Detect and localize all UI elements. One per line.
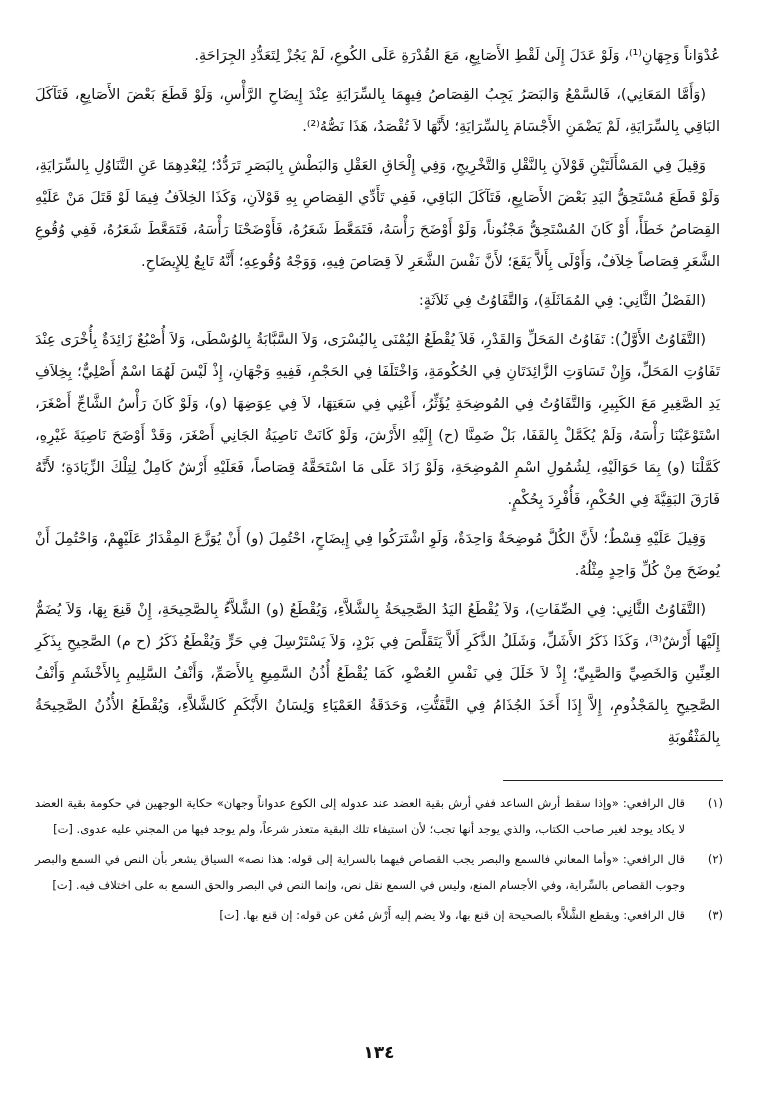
footnote-text: قال الرافعي: ويقطع الشَّلاَّء بالصحيحة إن قنع بها، ولا يضم إليه أَرْش مُغن عن قوله: إن قنع بها. [ت] (219, 908, 685, 922)
paragraph-2: (وَأَمَّا المَعَانِي)، فَالسَّمْعُ وَالبَصَرُ يَجِبُ القِصَاصُ فِيهِمَا بِالسِّرَايَةِ عِنْدَ إِيضَاحِ الرَّأْسِ، وَلَوْ قَطَعَ بَعْضَ الأَصَابِعِ، فَتَآكَلَ البَاقِي بِالسِّرَايَةِ، لَمْ يَضْمَنِ الأَجْسَامَ بِالسِّرَايَةِ؛ لأَنَّهَا لاَ تُقْصَدُ، هَذَا نَصُّهُ⁽²⁾. (35, 87, 720, 135)
paragraph-7: (التَّفَاوُتُ الثَّانِي: فِي الصِّفَاتِ)، وَلاَ يُقْطَعُ اليَدُ الصَّحِيحَةُ بِالشَّلاَّءِ، وَيُقْطَعُ (و) الشَّلاَّءُ بِالصَّحِيحَةِ، إِنْ قَنِعَ بِهَا، وَلاَ يُضَمُّ إِلَيْهَا أَرْشٌ⁽³⁾، وَكَذَا ذَكَرُ الأَشَلِّ، وَشَلَلُ الذَّكَرِ أَلاَّ يَتَقَلَّصَ فِي بَرْدٍ، وَلاَ يَسْتَرْسِلَ فِي حَرٍّ وَيُقْطَعُ ذَكَرُ (ح م) الصَّحِيحِ بِذَكَرِ العِنِّينِ وَالخَصِيِّ وَالصَّبِيِّ؛ إِذْ لاَ خَلَلَ فِي نَفْسِ العُضْوِ، كَمَا يُقْطَعُ أُذُنُ السَّمِيعِ بِالأَصَمِّ، وَأَنْفُ السَّلِيمِ بِالأَخْشَمِ وَأَنْفُ الصَّحِيحِ بِالمَجْذُومِ، إِلاَّ إِذَا أَخَذَ الجُذَامُ فِي التَّفَتُّتِ، وَحَدَقَةُ العَمْيَاءِ وَلِسَانُ الأَبْكَمِ كَالشَّلاَّءِ، وَيُقْطَعُ الأُذُنُ الصَّحِيحَةُ بِالمَثْقُوبَةِ (35, 602, 720, 746)
footnote-number: (١) (707, 796, 723, 810)
main-text (35, 40, 720, 754)
footnote-2 (35, 846, 723, 898)
main-text-area (35, 40, 720, 761)
paragraph-5: (التَّفَاوُتُ الأَوَّلُ): تَفَاوُتُ المَحَلِّ وَالقَدْرِ، فَلاَ يُقْطَعُ اليُمْنَى بِاليُسْرَى، وَلاَ السَّبَّابَةُ بِالوُسْطَى، وَلاَ أُصْبُعٌ زَائِدَةٌ بِأُخْرَى عِنْدَ تَفَاوُتِ المَحَلِّ، وَإِنْ تَسَاوَتِ الزَّائِدَتَانِ فِي الحُكُومَةِ، وَاخْتَلَفَا فِي الحَجْمِ، فَفِيهِ وَجْهَانِ، إِذْ لَيْسَ لَهُمَا اسْمٌ أَصْلِيٌّ؛ بِخِلاَفِ يَدِ الصَّغِيرِ مَعَ الكَبِيرِ، وَالتَّفَاوُتُ فِي المُوضِحَةِ يُؤَثِّرُ، أَعْنِي فِي سَعَتِهَا، لاَ فِي عِوَضِهَا (و)، وَلَوْ كَانَ رَأْسُ الشَّاجِّ أَصْغَرَ، اسْتَوْعَبْنَا رَأْسَهُ، وَلَمْ يُكَمَّلْ بِالقَفَا، بَلْ ضَمِنَّا (ح) إِلَيْهِ الأَرْشَ، وَلَوْ كَانَتْ نَاصِيَةُ الجَانِي أَصْغَرَ، وَقَدْ أَوْضَحَ نَاصِيَةَ غَيْرِهِ، كَمَّلْنَا (و) بِمَا حَوَالَيْهِ، لِشُمُولِ اسْمِ المُوضِحَةِ، وَلَوْ زَادَ عَلَى مَا اسْتَحَقَّهُ قِصَاصاً، فَعَلَيْهِ أَرْشٌ كَامِلٌ لِتِلْكَ الزِّيَادَةِ؛ لأَنَّهُ فَارَقَ البَقِيَّةَ فِي الحُكْمِ، فَأُفْرِدَ بِحُكْمٍ. (35, 332, 720, 508)
footnote-text: قال الرافعي: «وإذا سقط أرش الساعد ففي أرش بقية العضد عند عدوله إلى الكوع عدواناً وجهان» حكاية الوجهين في حكومة بقية العضد لا يكاد يوجد لغير صاحب الكتاب، والذي يوجد أنها تجب؛ لأن استيفاء تلك البقية متعذر شرعاً، ولم يوجد فيها من المجني عليه عدوى. [ت] (35, 796, 685, 836)
paragraph-4-section-heading: (الفَصْلُ الثَّانِي: فِي المُمَاثَلَةِ)، وَالتَّفَاوُتُ فِي ثَلاَثَةٍ: (418, 293, 706, 309)
footnote-number: (٣) (707, 908, 723, 922)
page-number: ١٣٤ (363, 1043, 395, 1063)
footnote-3 (35, 902, 723, 928)
footnote-1 (35, 790, 723, 842)
paragraph-3: وَقِيلَ فِي المَسْأَلَتَيْنِ قَوْلاَنِ بِالنَّقْلِ وَالتَّخْرِيجِ، وَفِي إِلْحَاقِ العَقْلِ وَالبَطْشِ بِالبَصَرِ تَرَدُّدٌ؛ لِبُعْدِهِمَا عَنِ التَّنَاوُلِ بِالسِّرَايَةِ، وَلَوْ قَطَعَ مُسْتَحِقُّ اليَدِ بَعْضَ الأَصَابِعِ، فَتَآكَلَ البَاقِي، فَفِي تَأَدِّي القِصَاصِ بِهِ قَوْلاَنِ، وَكَذَا الخِلاَفُ فِيمَا لَوْ قَتَلَ مَنْ عَلَيْهِ القِصَاصُ خَطَأً، أَوْ كَانَ المُسْتَحِقُّ مَجْنُوناً، وَلَوْ أَوْضَحَ رَأْسَهُ، فَتَمَعَّطَ شَعَرُهُ، فَأَوْضَحْنَا رَأْسَهُ، فَتَمَعَّطَ شَعَرُهُ، فَفِي وُقُوعِ الشَّعَرِ قِصَاصاً خِلاَفٌ، وَأَوْلَى بِأَلاَّ يَقَعَ؛ لأَنَّ نَفْسَ الشَّعَرِ لاَ قِصَاصَ فِيهِ، وَوَجْهُ وُقُوعِهِ؛ أَنَّهُ تَابِعٌ لِلإِيضَاحِ. (35, 158, 720, 270)
paragraph-6: وَقِيلَ عَلَيْهِ قِسْطٌ؛ لأَنَّ الكُلَّ مُوضِحَةٌ وَاحِدَةٌ، وَلَوِ اشْتَرَكُوا فِي إِيضَاحٍ، احْتُمِلَ (و) أَنْ يُوَزَّعَ المِقْدَارُ عَلَيْهِمْ، وَاحْتُمِلَ أَنْ يُوضَحَ مِنْ كُلِّ وَاحِدٍ مِثْلُهُ. (35, 531, 720, 579)
paragraph-1: عُدْوَاناً وَجِهَانِ⁽¹⁾، وَلَوْ عَدَلَ إِلَىٰ لَقْطِ الأَصَابِعِ، مَعَ القُدْرَةِ عَلَى الكُوعِ، لَمْ يَجُزْ لِتَعَدُّدِ الجِرَاحَةِ. (194, 48, 720, 64)
footnote-number: (٢) (707, 852, 723, 866)
footnotes (35, 790, 723, 932)
footnote-separator (503, 780, 723, 781)
footnote-text: قال الرافعي: «وأما المعاني فالسمع والبصر يجب القصاص فيهما بالسراية إلى قوله: هذا نصه» السياق يشعر بأن النص في السمع والبصر وجوب القصاص بالسِّراية، وفي الأجسام المنع، وليس في السمع نقل نص، وإنما النص في البصر والحق السمع به على اختلاف فيه. [ت] (35, 852, 685, 892)
